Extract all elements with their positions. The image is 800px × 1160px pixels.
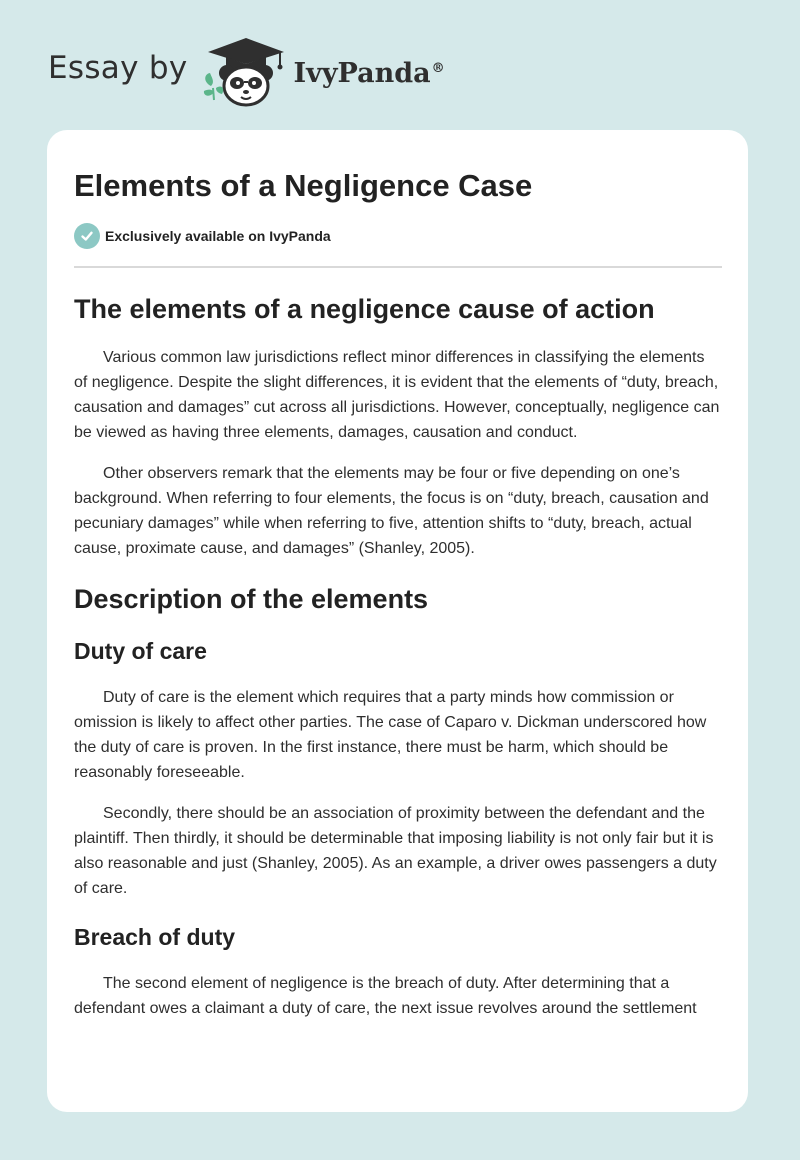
brand-name [294,58,445,89]
paragraph: Various common law jurisdictions reflect minor differences in classifying the elements of negligence. Despite the slight differences, it is evident that the elements of “duty, breach, causation and damages” cut across all jurisdictions. However, conceptually, negligence can be viewed as having three elements, damages, causation and conduct. [74,349,720,441]
subsection-heading-duty-of-care: Duty of care [74,638,207,664]
section-heading-description: Description of the elements [74,584,429,614]
registered-mark: ® [431,60,445,76]
essay-card [47,130,748,1112]
checkmark-icon [74,223,100,249]
exclusive-badge [74,223,722,249]
subsection-heading-breach-of-duty: Breach of duty [74,924,236,950]
title-divider [74,266,722,268]
paragraph: Other observers remark that the elements may be four or five depending on one’s background. When referring to four elements, the focus is on “duty, breach, causation and pecuniary damages” while when referring to five, attention shifts to “duty, breach, actual cause, proximate cause, and damages” (Shanley, 2005). [74,465,709,557]
site-header [48,36,445,108]
paragraph: Secondly, there should be an association of proximity between the defendant and the plaintiff. Then thirdly, it should be determinable that imposing liability is not only fair but it is also reasonable and just (Shanley, 2005). As an example, a driver owes passengers a duty of care. [74,805,717,897]
paragraph: The second element of negligence is the breach of duty. After determining that a defendant owes a claimant a duty of care, the next issue revolves around the settlement [74,975,697,1017]
essay-by-label: Essay by [48,50,188,86]
brand-name-text: IvyPanda [293,57,431,89]
ivypanda-logo-icon[interactable] [200,36,292,108]
exclusive-badge-label: Exclusively available on IvyPanda [105,228,331,244]
essay-title: Elements of a Negligence Case [74,168,533,203]
section-heading-elements: The elements of a negligence cause of action [74,294,655,324]
paragraph: Duty of care is the element which requires that a party minds how commission or omission is likely to affect other parties. The case of Caparo v. Dickman underscored how the duty of care is proven. In the first instance, there must be harm, which should be reasonably foreseeable. [74,689,707,781]
